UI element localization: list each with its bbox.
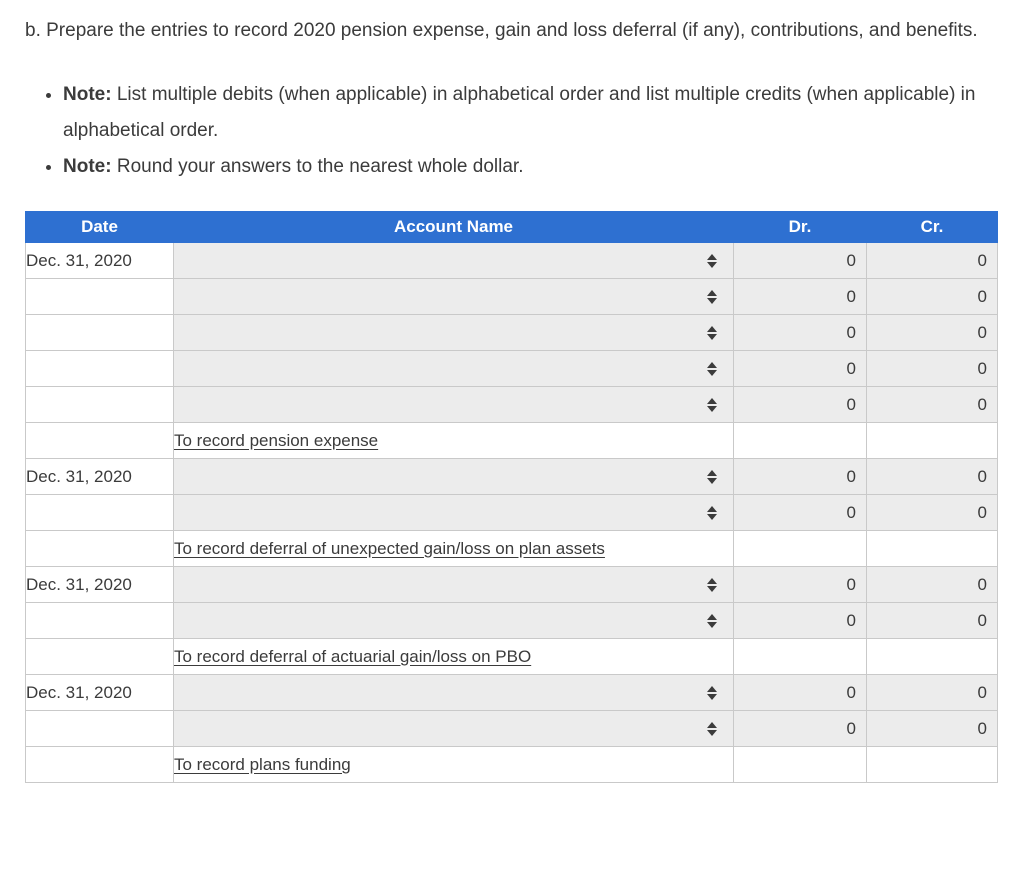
table-row xyxy=(26,387,998,423)
note-item xyxy=(63,77,997,149)
memo-row xyxy=(26,531,998,567)
dr-input[interactable]: 0 xyxy=(846,682,856,702)
header-date: Date xyxy=(26,212,174,243)
date-cell xyxy=(26,639,174,675)
cr-input[interactable]: 0 xyxy=(977,358,987,378)
note-text: Round your answers to the nearest whole dollar. xyxy=(116,156,524,177)
memo-row xyxy=(26,423,998,459)
account-select[interactable] xyxy=(174,279,733,314)
dr-input[interactable]: 0 xyxy=(846,322,856,342)
select-arrows-icon xyxy=(707,614,717,628)
table-row xyxy=(26,459,998,495)
memo-text: To record plans funding xyxy=(174,754,351,774)
cr-input[interactable]: 0 xyxy=(977,286,987,306)
date-cell xyxy=(26,387,174,423)
select-arrows-icon xyxy=(707,506,717,520)
cr-input[interactable]: 0 xyxy=(977,718,987,738)
date-cell xyxy=(26,495,174,531)
dr-input[interactable]: 0 xyxy=(846,466,856,486)
select-arrows-icon xyxy=(707,290,717,304)
table-header-row xyxy=(26,212,998,243)
dr-input[interactable]: 0 xyxy=(846,286,856,306)
select-arrows-icon xyxy=(707,362,717,376)
table-row xyxy=(26,243,998,279)
table-row xyxy=(26,315,998,351)
cr-input[interactable]: 0 xyxy=(977,502,987,522)
memo-row xyxy=(26,639,998,675)
header-account-name: Account Name xyxy=(174,212,734,243)
select-arrows-icon xyxy=(707,470,717,484)
cr-input[interactable]: 0 xyxy=(977,574,987,594)
cr-input[interactable]: 0 xyxy=(977,322,987,342)
table-row xyxy=(26,279,998,315)
select-arrows-icon xyxy=(707,686,717,700)
date-cell xyxy=(26,603,174,639)
note-label: Note: xyxy=(63,156,112,177)
dr-input[interactable]: 0 xyxy=(846,502,856,522)
cr-input[interactable]: 0 xyxy=(977,466,987,486)
account-select[interactable] xyxy=(174,567,733,602)
date-cell: Dec. 31, 2020 xyxy=(26,567,174,603)
account-select[interactable] xyxy=(174,603,733,638)
date-cell xyxy=(26,711,174,747)
cr-input[interactable]: 0 xyxy=(977,610,987,630)
dr-input[interactable]: 0 xyxy=(846,610,856,630)
account-select[interactable] xyxy=(174,459,733,494)
memo-row xyxy=(26,747,998,783)
cr-input[interactable]: 0 xyxy=(977,682,987,702)
table-row xyxy=(26,567,998,603)
notes-list xyxy=(25,77,997,185)
date-cell xyxy=(26,531,174,567)
date-cell xyxy=(26,423,174,459)
date-cell: Dec. 31, 2020 xyxy=(26,675,174,711)
date-cell xyxy=(26,351,174,387)
header-cr: Cr. xyxy=(867,212,998,243)
date-cell xyxy=(26,315,174,351)
account-select[interactable] xyxy=(174,387,733,422)
select-arrows-icon xyxy=(707,578,717,592)
table-row xyxy=(26,603,998,639)
note-label: Note: xyxy=(63,84,112,105)
dr-input[interactable]: 0 xyxy=(846,574,856,594)
table-row xyxy=(26,495,998,531)
date-cell: Dec. 31, 2020 xyxy=(26,459,174,495)
account-select[interactable] xyxy=(174,315,733,350)
account-select[interactable] xyxy=(174,495,733,530)
date-cell xyxy=(26,747,174,783)
date-cell: Dec. 31, 2020 xyxy=(26,243,174,279)
dr-input[interactable]: 0 xyxy=(846,358,856,378)
select-arrows-icon xyxy=(707,326,717,340)
memo-text: To record deferral of unexpected gain/loss on plan assets xyxy=(174,538,605,558)
dr-input[interactable]: 0 xyxy=(846,250,856,270)
date-cell xyxy=(26,279,174,315)
memo-text: To record deferral of actuarial gain/loss on PBO xyxy=(174,646,532,666)
question-prompt: b. Prepare the entries to record 2020 pension expense, gain and loss deferral (if any), contributions, and benefits. xyxy=(25,20,978,41)
note-item xyxy=(63,149,997,185)
header-dr: Dr. xyxy=(734,212,867,243)
account-select[interactable] xyxy=(174,675,733,710)
table-row xyxy=(26,675,998,711)
select-arrows-icon xyxy=(707,398,717,412)
table-row xyxy=(26,711,998,747)
account-select[interactable] xyxy=(174,711,733,746)
table-row xyxy=(26,351,998,387)
account-select[interactable] xyxy=(174,243,733,278)
select-arrows-icon xyxy=(707,722,717,736)
dr-input[interactable]: 0 xyxy=(846,718,856,738)
dr-input[interactable]: 0 xyxy=(846,394,856,414)
journal-entry-table xyxy=(25,211,998,783)
account-select[interactable] xyxy=(174,351,733,386)
note-text: List multiple debits (when applicable) in alphabetical order and list multiple credits (when applicable) in alphabetical order. xyxy=(63,84,976,141)
select-arrows-icon xyxy=(707,254,717,268)
cr-input[interactable]: 0 xyxy=(977,394,987,414)
cr-input[interactable]: 0 xyxy=(977,250,987,270)
memo-text: To record pension expense xyxy=(174,430,379,450)
